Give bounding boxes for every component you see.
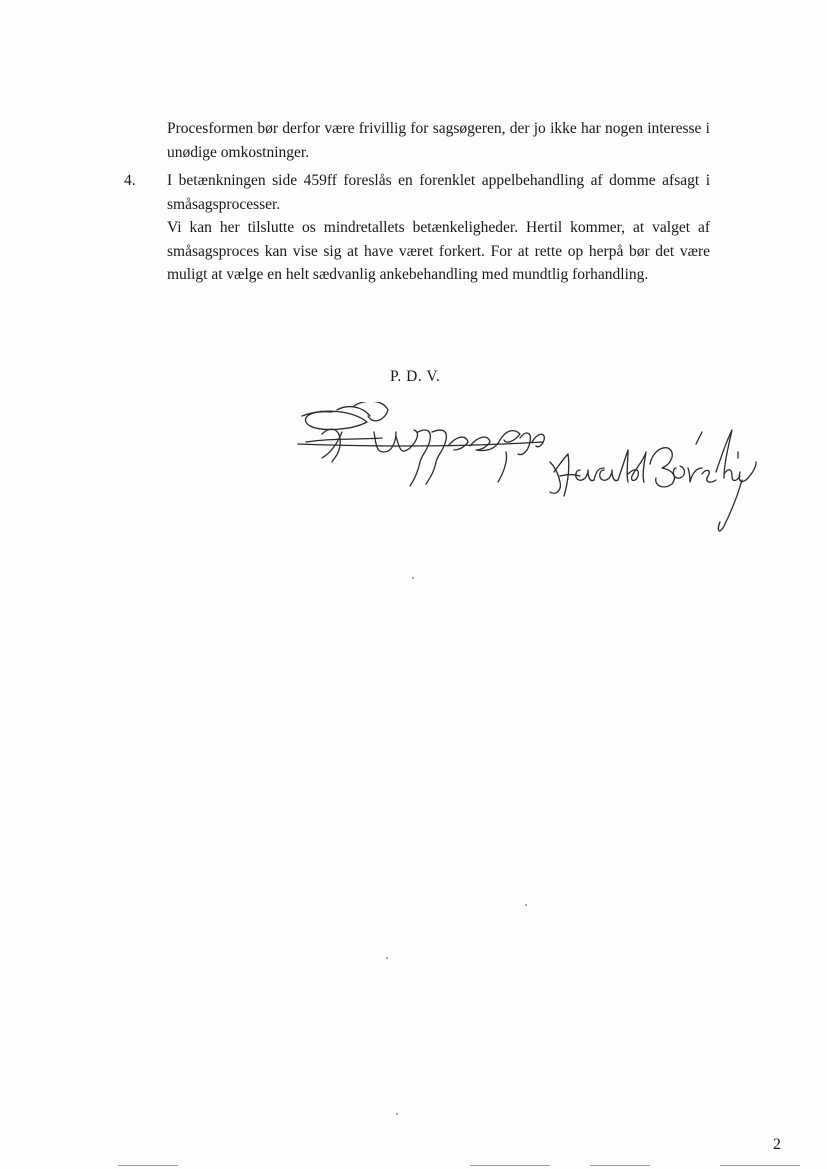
signature-second	[550, 430, 756, 531]
scan-speck	[386, 957, 388, 959]
scan-edge-line	[590, 1165, 650, 1166]
handwritten-signatures	[292, 402, 762, 542]
scan-speck	[525, 904, 527, 906]
scan-speck	[412, 577, 414, 579]
paragraph-mindretal: Vi kan her tilslutte os mindretallets betænkeligheder. Hertil kommer, at valget af småsagsproces kan vise sig at have været forkert. For at rette op herpå bør det være muligt at vælge en helt sædvanlig ankebehandling med mundtlig forhandling.	[167, 219, 710, 283]
signature-first	[298, 402, 544, 486]
closing-pdv: P. D. V.	[390, 368, 441, 385]
scan-edge-line	[470, 1165, 550, 1166]
scan-edge-line	[720, 1165, 800, 1166]
scan-edge-line	[118, 1165, 178, 1166]
scan-speck	[396, 1113, 398, 1115]
item-number: 4.	[124, 172, 136, 189]
page-number: 2	[773, 1136, 781, 1153]
paragraph-procesform: Procesformen bør derfor være frivillig for sagsøgeren, der jo ikke har nogen interesse i unødige omkostninger.	[167, 120, 710, 161]
paragraph-appelbehandling: I betænkningen side 459ff foreslås en forenklet appelbehandling af domme afsagt i småsagsprocesser.	[167, 172, 710, 213]
